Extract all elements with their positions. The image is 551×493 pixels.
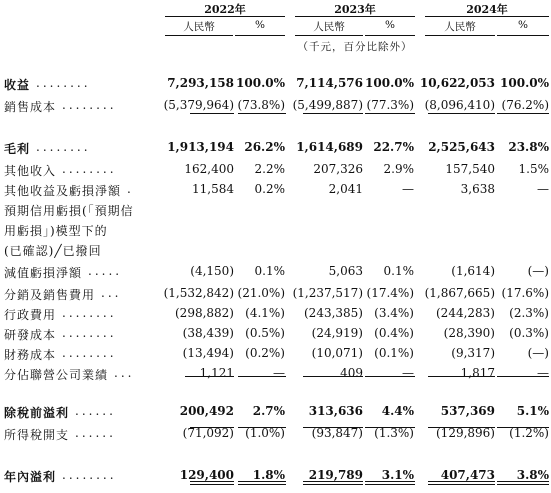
- amount-cell: 537,369: [440, 404, 495, 418]
- total-double-underline: [303, 484, 363, 485]
- total-double-underline: [365, 481, 415, 482]
- percent-cell: 3.1%: [381, 468, 414, 482]
- percent-cell: (1.3%): [374, 426, 414, 440]
- row-label: 用虧損」)模型下的: [4, 224, 108, 238]
- amount-cell: 3,638: [460, 182, 495, 196]
- leader-dots: ......: [75, 426, 116, 440]
- row-label: 銷售成本: [4, 100, 57, 114]
- year-underline: [165, 16, 285, 17]
- percent-cell: (4.1%): [245, 306, 285, 320]
- col-header-currency: 人民幣: [183, 21, 215, 33]
- leader-dots: .....: [88, 264, 123, 278]
- amount-cell: (9,317): [451, 346, 495, 360]
- percent-cell: —: [402, 366, 414, 380]
- year-2022-label: 2022年: [204, 3, 246, 16]
- amount-cell: (4,150): [190, 264, 234, 278]
- col-header-underline: [497, 35, 549, 36]
- subtotal-underline: [303, 427, 363, 428]
- percent-cell: (73.8%): [237, 98, 285, 112]
- amount-cell: (298,882): [175, 306, 234, 320]
- leader-dots: ........: [62, 468, 117, 482]
- amount-cell: (13,494): [182, 346, 234, 360]
- row-label: 收益: [4, 78, 31, 92]
- year-underline: [425, 16, 549, 17]
- percent-cell: 100.0%: [236, 76, 285, 90]
- col-header-percent: %: [518, 19, 528, 31]
- leader-dots: ........: [36, 140, 91, 154]
- amount-cell: 2,041: [328, 182, 363, 196]
- percent-cell: (—): [527, 264, 549, 278]
- amount-cell: 162,400: [184, 162, 234, 176]
- percent-cell: (76.2%): [501, 98, 549, 112]
- percent-cell: (17.6%): [501, 286, 549, 300]
- percent-cell: (1.2%): [509, 426, 549, 440]
- total-double-underline: [190, 481, 234, 482]
- subtotal-underline: [497, 113, 549, 114]
- col-header-percent: %: [255, 19, 265, 31]
- col-header-currency: 人民幣: [444, 21, 476, 33]
- amount-cell: (1,614): [451, 264, 495, 278]
- subtotal-underline: [238, 427, 286, 428]
- percent-cell: 2.2%: [254, 162, 285, 176]
- amount-cell: (24,919): [311, 326, 363, 340]
- row-label: 預期信用虧損(「預期信: [4, 204, 134, 218]
- percent-cell: 1.8%: [252, 468, 285, 482]
- percent-cell: 0.2%: [254, 182, 285, 196]
- percent-cell: 5.1%: [516, 404, 549, 418]
- total-double-underline: [428, 481, 495, 482]
- amount-cell: 1,614,689: [296, 140, 363, 154]
- leader-dots: ...: [114, 366, 135, 380]
- percent-cell: (3.4%): [374, 306, 414, 320]
- percent-cell: (0.1%): [374, 346, 414, 360]
- amount-cell: (8,096,410): [424, 98, 495, 112]
- total-double-underline: [238, 481, 286, 482]
- row-label: 除稅前溢利: [4, 406, 70, 420]
- total-double-underline: [238, 484, 286, 485]
- percent-cell: —: [402, 182, 414, 196]
- total-double-underline: [365, 484, 415, 485]
- percent-cell: (2.3%): [509, 306, 549, 320]
- row-label: 行政費用: [4, 308, 57, 322]
- percent-cell: 2.9%: [383, 162, 414, 176]
- col-header-underline: [165, 35, 233, 36]
- subtotal-underline: [365, 376, 415, 377]
- leader-dots: ........: [62, 326, 117, 340]
- percent-cell: (17.4%): [366, 286, 414, 300]
- percent-cell: 22.7%: [373, 140, 414, 154]
- leader-dots: ........: [62, 346, 117, 360]
- row-label: 年內溢利: [4, 470, 57, 484]
- percent-cell: 3.8%: [516, 468, 549, 482]
- amount-cell: (93,847): [311, 426, 363, 440]
- amount-cell: 200,492: [179, 404, 234, 418]
- subtotal-underline: [428, 113, 495, 114]
- unit-note: （千元，百分比除外）: [297, 41, 413, 53]
- leader-dots: ...: [101, 286, 122, 300]
- subtotal-underline: [185, 376, 234, 377]
- amount-cell: 7,114,576: [296, 76, 363, 90]
- row-label: 研發成本: [4, 328, 57, 342]
- subtotal-underline: [238, 113, 286, 114]
- amount-cell: 1,817: [460, 366, 495, 380]
- row-label: 分佔聯營公司業績: [4, 368, 109, 382]
- percent-cell: (0.4%): [374, 326, 414, 340]
- amount-cell: 219,789: [308, 468, 363, 482]
- leader-dots: ......: [75, 404, 116, 418]
- total-double-underline: [497, 481, 549, 482]
- percent-cell: 26.2%: [244, 140, 285, 154]
- amount-cell: 407,473: [440, 468, 495, 482]
- subtotal-underline: [497, 376, 549, 377]
- subtotal-underline: [238, 376, 286, 377]
- percent-cell: 2.7%: [252, 404, 285, 418]
- row-label: 所得稅開支: [4, 428, 70, 442]
- row-label: 財務成本: [4, 348, 57, 362]
- amount-cell: (129,896): [436, 426, 495, 440]
- amount-cell: 2,525,643: [428, 140, 495, 154]
- percent-cell: —: [273, 366, 285, 380]
- amount-cell: (1,867,665): [424, 286, 495, 300]
- total-double-underline: [497, 484, 549, 485]
- amount-cell: (244,283): [436, 306, 495, 320]
- amount-cell: (10,071): [311, 346, 363, 360]
- row-label: 其他收益及虧損淨額: [4, 184, 122, 198]
- row-label: 分銷及銷售費用: [4, 288, 96, 302]
- subtotal-underline: [428, 427, 495, 428]
- amount-cell: 1,913,194: [167, 140, 234, 154]
- col-header-percent: %: [385, 19, 395, 31]
- percent-cell: (21.0%): [237, 286, 285, 300]
- amount-cell: (1,532,842): [163, 286, 234, 300]
- amount-cell: 207,326: [313, 162, 363, 176]
- percent-cell: 0.1%: [383, 264, 414, 278]
- percent-cell: (—): [527, 346, 549, 360]
- col-header-underline: [295, 35, 363, 36]
- col-header-underline: [235, 35, 285, 36]
- percent-cell: 23.8%: [508, 140, 549, 154]
- col-header-underline: [365, 35, 415, 36]
- year-2023-label: 2023年: [334, 3, 376, 16]
- amount-cell: 11,584: [192, 182, 234, 196]
- subtotal-underline: [303, 113, 363, 114]
- subtotal-underline: [497, 427, 549, 428]
- amount-cell: (71,092): [182, 426, 234, 440]
- percent-cell: (0.3%): [509, 326, 549, 340]
- leader-dots: ........: [36, 76, 91, 90]
- leader-dots: .: [127, 182, 134, 196]
- percent-cell: 4.4%: [381, 404, 414, 418]
- amount-cell: 409: [340, 366, 363, 380]
- subtotal-underline: [365, 113, 415, 114]
- total-double-underline: [428, 484, 495, 485]
- leader-dots: ........: [62, 306, 117, 320]
- subtotal-underline: [303, 376, 363, 377]
- amount-cell: 5,063: [328, 264, 363, 278]
- year-2024-label: 2024年: [466, 3, 508, 16]
- row-label: 毛利: [4, 142, 31, 156]
- subtotal-underline: [190, 427, 234, 428]
- amount-cell: 129,400: [179, 468, 234, 482]
- percent-cell: 0.1%: [254, 264, 285, 278]
- subtotal-underline: [365, 427, 415, 428]
- total-double-underline: [190, 484, 234, 485]
- percent-cell: 100.0%: [365, 76, 414, 90]
- amount-cell: 1,121: [199, 366, 234, 380]
- percent-cell: (77.3%): [366, 98, 414, 112]
- percent-cell: (0.5%): [245, 326, 285, 340]
- subtotal-underline: [190, 113, 234, 114]
- leader-dots: ........: [62, 98, 117, 112]
- amount-cell: (5,499,887): [292, 98, 363, 112]
- amount-cell: 10,622,053: [419, 76, 495, 90]
- amount-cell: 313,636: [308, 404, 363, 418]
- percent-cell: 1.5%: [518, 162, 549, 176]
- amount-cell: 157,540: [445, 162, 495, 176]
- percent-cell: —: [537, 182, 549, 196]
- leader-dots: ........: [62, 162, 117, 176]
- total-double-underline: [303, 481, 363, 482]
- amount-cell: (38,439): [182, 326, 234, 340]
- subtotal-underline: [428, 376, 495, 377]
- row-label: 其他收入: [4, 164, 57, 178]
- row-label: (已確認)╱已撥回: [4, 244, 102, 258]
- amount-cell: 7,293,158: [167, 76, 234, 90]
- percent-cell: —: [537, 366, 549, 380]
- amount-cell: (243,385): [304, 306, 363, 320]
- amount-cell: (5,379,964): [163, 98, 234, 112]
- row-label: 減值虧損淨額: [4, 266, 83, 280]
- year-underline: [295, 16, 415, 17]
- percent-cell: (0.2%): [245, 346, 285, 360]
- col-header-underline: [425, 35, 495, 36]
- amount-cell: (28,390): [443, 326, 495, 340]
- percent-cell: 100.0%: [500, 76, 549, 90]
- percent-cell: (1.0%): [245, 426, 285, 440]
- amount-cell: (1,237,517): [292, 286, 363, 300]
- col-header-currency: 人民幣: [313, 21, 345, 33]
